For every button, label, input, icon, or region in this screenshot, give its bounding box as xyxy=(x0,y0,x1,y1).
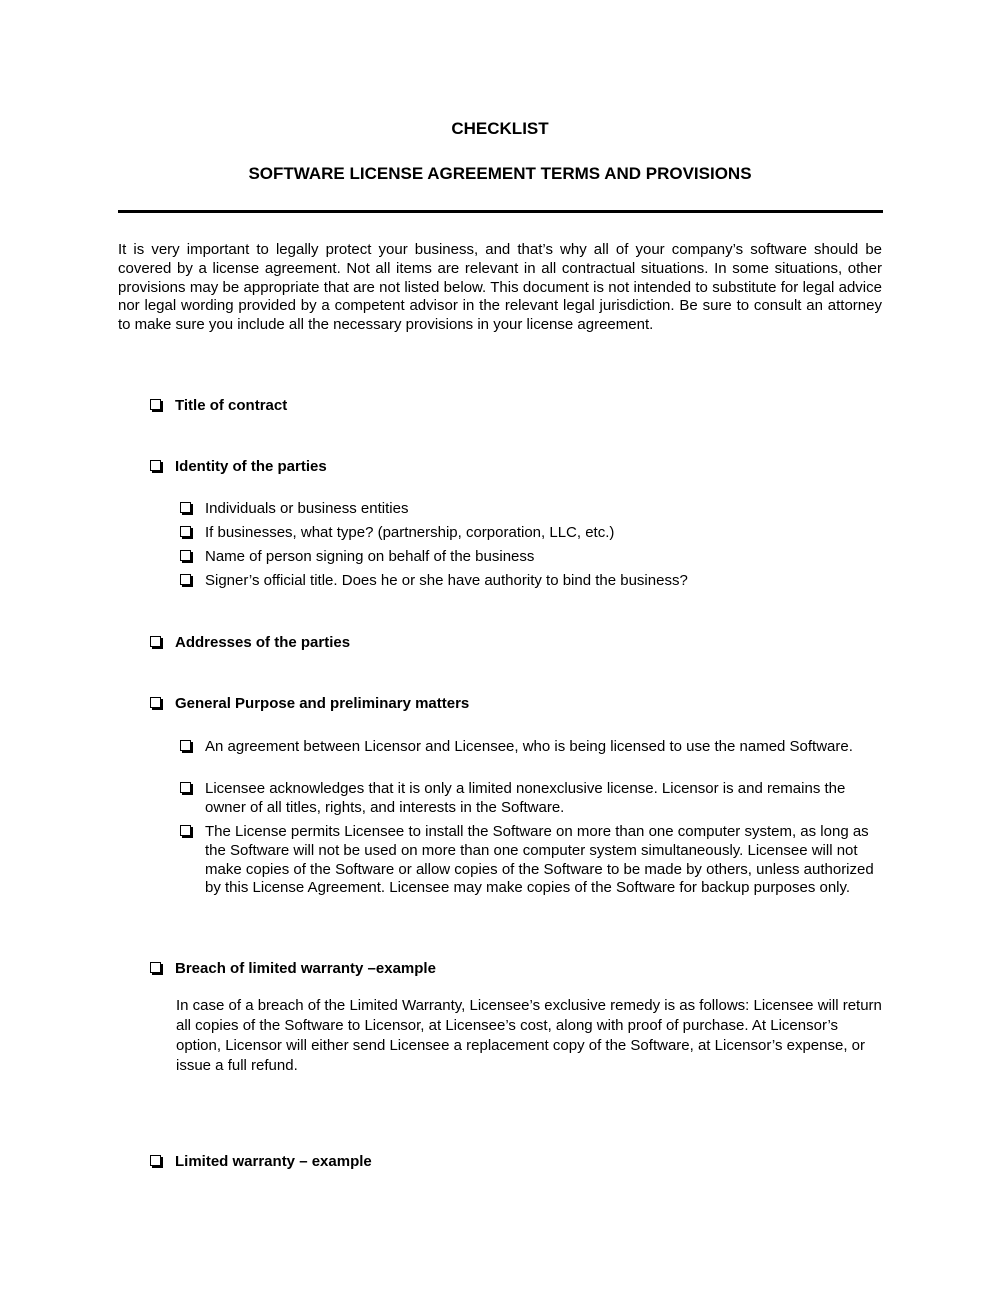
intro-paragraph: It is very important to legally protect your business, and that’s why all of your company’s software should be covered by a license agreement. Not all items are relevant in all contractual situations. In some situations, other provisions may be appropriate that are not listed below. This document is not intended to substitute for legal advice nor legal wording provided by a competent advisor in the relevant legal jurisdiction. Be sure to consult an attorney to make sure you include all the necessary provisions in your license agreement. xyxy=(118,241,882,334)
title-divider xyxy=(118,210,883,213)
checkbox-icon[interactable] xyxy=(150,460,161,471)
checklist-item xyxy=(180,572,880,591)
item-label: An agreement between Licensor and Licensee, who is being licensed to use the named Software. xyxy=(205,738,853,755)
document-subtitle: SOFTWARE LICENSE AGREEMENT TERMS AND PROVISIONS xyxy=(248,164,752,183)
section-label: Limited warranty – example xyxy=(175,1153,372,1170)
section-breach-of-limited-warranty xyxy=(150,960,436,978)
checklist-item xyxy=(180,524,880,543)
checkbox-icon[interactable] xyxy=(180,825,191,836)
checkbox-icon[interactable] xyxy=(180,740,191,751)
section-label: General Purpose and preliminary matters xyxy=(175,695,470,712)
section-general-purpose xyxy=(150,695,469,713)
checklist-item xyxy=(180,548,880,567)
checkbox-icon[interactable] xyxy=(150,697,161,708)
section-identity-of-parties xyxy=(150,458,327,476)
checkbox-icon[interactable] xyxy=(150,962,161,973)
item-label: Individuals or business entities xyxy=(205,500,409,517)
section-limited-warranty xyxy=(150,1153,372,1171)
section-addresses-of-parties xyxy=(150,634,350,652)
section-label: Addresses of the parties xyxy=(175,634,351,651)
item-label: Signer’s official title. Does he or she have authority to bind the business? xyxy=(205,572,688,589)
checkbox-icon[interactable] xyxy=(150,636,161,647)
item-label: Name of person signing on behalf of the business xyxy=(205,548,535,565)
checkbox-icon[interactable] xyxy=(180,502,191,513)
checkbox-icon[interactable] xyxy=(150,399,161,410)
checklist-item xyxy=(180,823,880,898)
section-label: Breach of limited warranty –example xyxy=(175,960,436,977)
checklist-item xyxy=(180,780,880,818)
document-title: CHECKLIST xyxy=(451,119,549,138)
checkbox-icon[interactable] xyxy=(180,550,191,561)
example-paragraph: In case of a breach of the Limited Warranty, Licensee’s exclusive remedy is as follows: Licensee will return all copies of the Software to Licensor, at Licensee’s cost, along with proof of purchase. At Licensor’s option, Licensor will either send Licensee a replacement copy of the Software, at Licensor’s expense, or issue a full refund. xyxy=(176,997,882,1074)
item-label: If businesses, what type? (partnership, corporation, LLC, etc.) xyxy=(205,524,615,541)
section-title-of-contract xyxy=(150,397,287,415)
checkbox-icon[interactable] xyxy=(180,526,191,537)
item-label: The License permits Licensee to install the Software on more than one computer system, as long as the Software will not be used on more than one computer system simultaneously. Licensee will not make copies of the Software or allow copies of the Software to be made by others, unless authorized by this License Agreement. Licensee may make copies of the Software for backup purposes only. xyxy=(205,823,874,897)
section-label: Title of contract xyxy=(175,397,288,414)
checkbox-icon[interactable] xyxy=(150,1155,161,1166)
item-label: Licensee acknowledges that it is only a limited nonexclusive license. Licensor is and remains the owner of all titles, rights, and interests in the Software. xyxy=(205,780,846,816)
section-label: Identity of the parties xyxy=(175,458,327,475)
checkbox-icon[interactable] xyxy=(180,574,191,585)
checklist-item xyxy=(180,738,880,757)
checkbox-icon[interactable] xyxy=(180,782,191,793)
checklist-item xyxy=(180,500,880,519)
